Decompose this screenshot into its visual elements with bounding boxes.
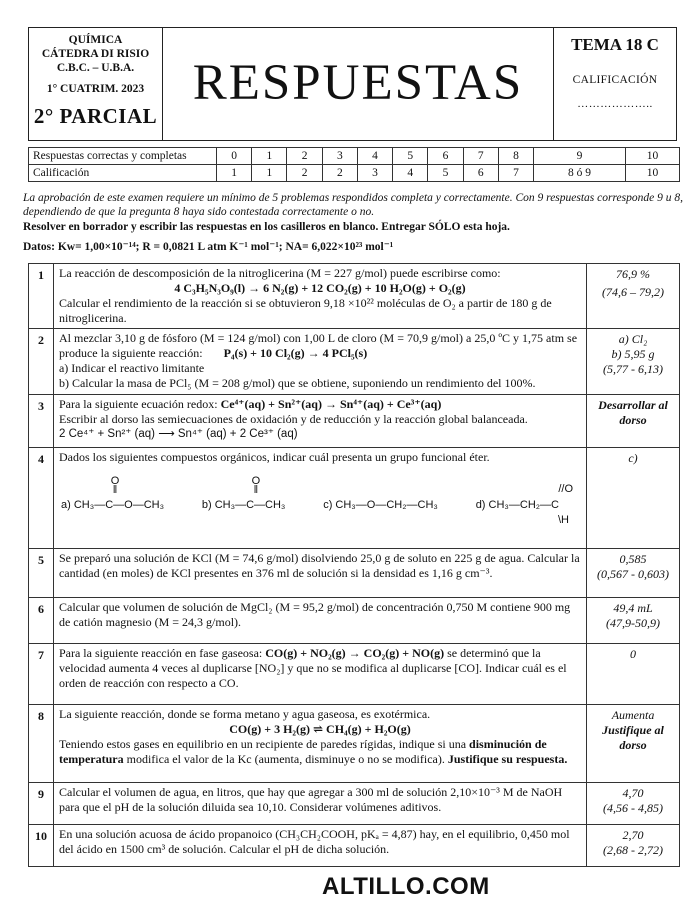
cell: 6 xyxy=(463,165,498,182)
reaction-equation: P₄(s) + 10 Cl₂(g) → 4 PCl₅(s) xyxy=(223,346,368,360)
cell: 8 ó 9 xyxy=(534,165,626,182)
reaction-equation: 4 C₃H₅N₃O₉(l) → 6 N₂(g) + 12 CO₂(g) + 10 H₂O(g) + O₂(g) xyxy=(174,281,466,295)
cell: 2 xyxy=(287,148,322,165)
cell: 3 xyxy=(357,165,392,182)
question-task: se determinó que la velocidad aumenta 4 veces al duplicarse [NO₂] y que no se modifica al duplicarse [CO]. Indicar cuál es el orden de reacción con respecto a CO. xyxy=(58,646,567,690)
cell: 7 xyxy=(463,148,498,165)
question-text xyxy=(53,644,586,705)
aldehyde-oxygen: //O xyxy=(558,483,573,495)
answer-value: Aumenta xyxy=(611,708,655,722)
question-row-3 xyxy=(29,395,680,448)
answer-b: b) 5,95 g xyxy=(611,347,655,361)
answer-cell xyxy=(587,705,680,783)
correct-answers-row xyxy=(29,148,680,165)
subject: QUÍMICA xyxy=(68,34,123,46)
page-title: RESPUESTAS xyxy=(162,27,554,141)
question-text: Calcular el volumen de agua, en litros, que hay que agregar a 300 ml de solución 2,10×10⁻³ M de NaOH para que el pH de la solución diluida sea 10,10. Considerar volúmenes aditivos. xyxy=(53,783,586,825)
question-row-7 xyxy=(29,644,680,705)
question-number: 4 xyxy=(29,448,54,549)
submission-note: Resolver en borrador y escribir las respuestas en los casilleros en blanco. Entregar SÓLO esta hoja. xyxy=(23,220,510,233)
question-text xyxy=(53,705,586,783)
cell: 1 xyxy=(252,148,287,165)
answer-cell xyxy=(587,448,680,549)
question-row-5 xyxy=(29,549,680,598)
grade-label: CALIFICACIÓN xyxy=(572,74,658,87)
question-number: 8 xyxy=(29,705,54,783)
answer-cell xyxy=(587,783,680,825)
answer-cell xyxy=(587,825,680,867)
answer-cell xyxy=(587,264,680,329)
question-text xyxy=(53,329,586,395)
reaction-equation: CO(g) + 3 H₂(g) ⇌ CH₄(g) + H₂O(g) xyxy=(229,722,411,736)
question-part-b: b) Calcular la masa de PCl₅ (M = 208 g/mol) que se obtiene, suponiendo un rendimiento del 100%. xyxy=(58,376,536,390)
reaction-equation: CO(g) + NO₂(g) → CO₂(g) + NO(g) xyxy=(265,646,445,660)
answer-value: 49,4 mL xyxy=(613,601,653,615)
question-task: Teniendo estos gases en equilibrio en un recipiente de paredes rígidas, indique si una disminución de temperatura modifica el valor de la Kc (aumenta, disminuye o no se modifica). Justifique su respuesta. xyxy=(58,737,568,766)
question-text: Calcular que volumen de solución de MgCl₂ (M = 95,2 g/mol) de concentración 0,750 M contiene 900 mg de catión magnesio (M = 24,3 g/mol). xyxy=(53,598,586,644)
cell: 5 xyxy=(428,165,463,182)
question-number: 6 xyxy=(29,598,54,644)
answer-note-2: dorso xyxy=(619,738,647,752)
cell: 5 xyxy=(393,148,428,165)
compound-a: O ‖ a) CH₃—C—O—CH₃ xyxy=(60,475,165,511)
answer-value: 0 xyxy=(630,647,637,661)
questions-table xyxy=(28,263,680,867)
answer-cell xyxy=(587,598,680,644)
question-text: Se preparó una solución de KCl (M = 74,6 g/mol) disolviendo 25,0 g de soluto en 225 g de agua. Calcular la cantidad (en moles) de KCl presentes en 376 ml de solución si la densidad es 1,16 g cm⁻³. xyxy=(53,549,586,598)
cell: 10 xyxy=(625,165,679,182)
answer-cell xyxy=(587,644,680,705)
course-info xyxy=(28,27,162,141)
question-row-9 xyxy=(29,783,680,825)
question-stem: La siguiente reacción, donde se forma metano y agua gaseosa, es exotérmica. xyxy=(58,707,431,721)
exam-version: TEMA 18 C xyxy=(571,35,659,54)
question-stem: La reacción de descomposición de la nitroglicerina (M = 227 g/mol) puede escribirse como: xyxy=(58,266,501,280)
cell: 3 xyxy=(322,148,357,165)
question-number: 9 xyxy=(29,783,54,825)
answer-cell xyxy=(587,549,680,598)
reaction-equation: Ce⁴⁺(aq) + Sn²⁺(aq) → Sn⁴⁺(aq) + Ce³⁺(aq) xyxy=(220,397,442,411)
cell: 4 xyxy=(357,148,392,165)
answer-value: Desarrollar al xyxy=(598,398,668,412)
answer-cell xyxy=(587,329,680,395)
carbonyl-oxygen: O ‖ xyxy=(110,475,120,496)
cell: 4 xyxy=(393,165,428,182)
question-row-4 xyxy=(29,448,680,549)
instructions xyxy=(23,191,683,234)
cell: 10 xyxy=(625,148,679,165)
answer-range: (0,567 - 0,603) xyxy=(597,567,670,581)
cell: 2 xyxy=(322,165,357,182)
carbonyl-oxygen: O ‖ xyxy=(251,475,261,496)
cell: 7 xyxy=(498,165,533,182)
question-row-10 xyxy=(29,825,680,867)
cell: 8 xyxy=(498,148,533,165)
cell: 6 xyxy=(428,148,463,165)
balanced-equation: 2 Ce⁴⁺ + Sn²⁺ (aq) ⟶ Sn⁴⁺ (aq) + 2 Ce³⁺ (aq) xyxy=(58,428,298,440)
question-row-1 xyxy=(29,264,680,329)
question-text xyxy=(53,264,586,329)
question-number: 7 xyxy=(29,644,54,705)
cell: 1 xyxy=(217,165,252,182)
question-stem: Para la siguiente ecuación redox: xyxy=(58,397,218,411)
question-stem: Al mezclar 3,10 g de fósforo (M = 124 g/mol) con 1,00 L de cloro (M = 70,9 g/mol) a 25,0 ºC y 1,75 atm se produce la siguiente reacción: xyxy=(58,331,578,360)
question-number: 3 xyxy=(29,395,54,448)
answer-value: c) xyxy=(628,451,638,465)
grade-box xyxy=(554,27,677,141)
term: 1° CUATRIM. 2023 xyxy=(46,83,145,96)
compound-d: //O d) CH₃—CH₂—C \H xyxy=(475,483,573,526)
exam-name: 2° PARCIAL xyxy=(33,104,158,129)
answer-range: (74,6 – 79,2) xyxy=(602,285,665,299)
compound-b: O ‖ b) CH₃—C—CH₃ xyxy=(201,475,286,511)
question-row-8 xyxy=(29,705,680,783)
answer-value: 2,70 xyxy=(622,828,644,842)
cell: 9 xyxy=(534,148,626,165)
approval-note: La aprobación de este examen requiere un mínimo de 5 problemas respondidos completa y correctamente. Con 9 respuestas corresponde 9 u 8, dependiendo de que la pregunta 8 haya sido contestada correctamente o no. xyxy=(23,192,683,219)
question-text xyxy=(53,395,586,448)
question-text xyxy=(53,448,586,549)
question-number: 5 xyxy=(29,549,54,598)
answer-value: 4,70 xyxy=(622,786,644,800)
answer-value-2: dorso xyxy=(619,413,647,427)
grade-blank: ……………….. xyxy=(577,97,653,110)
answer-value: 76,9 % xyxy=(616,267,651,281)
question-number: 2 xyxy=(29,329,54,395)
question-number: 10 xyxy=(29,825,54,867)
question-number: 1 xyxy=(29,264,54,329)
department: CÁTEDRA DI RISIO xyxy=(41,48,150,61)
cell: 1 xyxy=(252,165,287,182)
row-label: Respuestas correctas y completas xyxy=(29,148,217,165)
answer-range: (4,56 - 4,85) xyxy=(603,801,664,815)
row-label: Calificación xyxy=(29,165,217,182)
question-text: En una solución acuosa de ácido propanoico (CH₃CH₂COOH, pKₐ = 4,87) hay, en el equilibrio, 0,450 mol del ácido en 1500 cm³ de solución. Calcular el pH de dicha solución. xyxy=(53,825,586,867)
answer-note: Justifique al xyxy=(602,723,664,737)
aldehyde-hydrogen: \H xyxy=(557,514,569,526)
question-stem: Para la siguiente reacción en fase gaseosa: xyxy=(58,646,263,660)
question-row-6 xyxy=(29,598,680,644)
question-task: Escribir al dorso las semiecuaciones de oxidación y de reducción y la reacción global balanceada. xyxy=(58,412,528,426)
answer-range: (2,68 - 2,72) xyxy=(603,843,664,857)
question-row-2 xyxy=(29,329,680,395)
question-stem: Dados los siguientes compuestos orgánicos, indicar cuál presenta un grupo funcional éter. xyxy=(58,450,490,464)
constants-data: Datos: Kw= 1,00×10⁻¹⁴; R = 0,0821 L atm K⁻¹ mol⁻¹; NA= 6,022×10²³ mol⁻¹ xyxy=(23,241,394,253)
question-task: Calcular el rendimiento de la reacción si se obtuvieron 9,18 ×10²² moléculas de O₂ a partir de 180 g de nitroglicerina. xyxy=(58,296,552,325)
answer-range: (5,77 - 6,13) xyxy=(603,362,664,376)
cell: 0 xyxy=(217,148,252,165)
answer-value: 0,585 xyxy=(619,552,647,566)
watermark-text: ALTILLO.COM xyxy=(322,873,490,900)
answer-cell xyxy=(587,395,680,448)
grading-scale-table xyxy=(28,147,680,182)
exam-header xyxy=(28,27,677,141)
compound-c: c) CH₃—O—CH₂—CH₃ xyxy=(323,499,438,511)
structures-row xyxy=(59,475,581,526)
grade-row xyxy=(29,165,680,182)
institution: C.B.C. – U.B.A. xyxy=(56,62,135,75)
cell: 2 xyxy=(287,165,322,182)
answer-a: a) Cl₂ xyxy=(618,332,648,346)
answer-range: (47,9-50,9) xyxy=(606,616,661,630)
question-part-a: a) Indicar el reactivo limitante xyxy=(58,361,205,375)
